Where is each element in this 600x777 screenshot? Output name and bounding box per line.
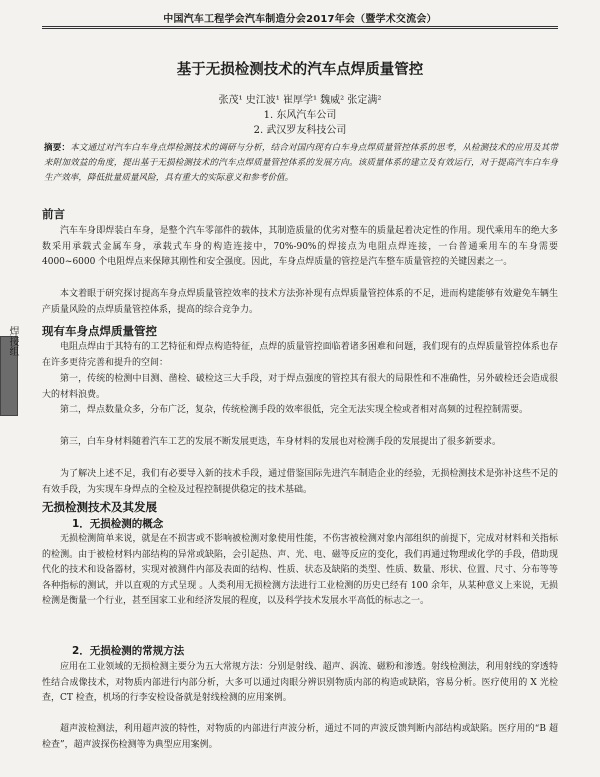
section-heading-current: 现有车身点焊质量管控 <box>42 324 157 338</box>
paper-title: 基于无损检测技术的汽车点焊质量管控 <box>176 62 424 78</box>
running-head: 中国汽车工程学会汽车制造分会2017年会（暨学术交流会） <box>163 14 437 25</box>
paragraph: 第三，白车身材料随着汽车工艺的发展不断发展更迭，车身材料的发展也对检测手段的发展提出了很多新要求。 <box>60 437 502 447</box>
paragraph: 应用在工业领域的无损检测主要分为五大常规方法：分别是射线、超声、涡流、磁粉和渗透。射线检测法，利用射线的穿透特性结合成像技术，对物质内部进行内部分析，大多可以通过肉眼分辨识别物质内部的构造或缺陷，容易分析。医疗使用的 X 光检查，CT 检查，机场的行李安检设备就是射线检测的应用案例。 <box>42 662 558 703</box>
subsection-heading-concept: 1．无损检测的概念 <box>72 518 164 530</box>
affiliation-1: 1. 东风汽车公司 <box>263 110 337 121</box>
section-heading-ndt: 无损检测技术及其发展 <box>42 500 157 514</box>
paragraph: 无损检测简单来说，就是在不损害或不影响被检测对象使用性能，不伤害被检测对象内部组织的前提下，完成对材料和关指标的检测。由于被检材料内部结构的异常或缺陷，会引起热、声、光、电、磁等反应的变化，我们再通过物理或化学的手段，借助现代化的技术和设备器材，实现对被测件内部及表面的结构、性质、状态及缺陷的类型、性质、数量、形状、位置、尺寸、分布等等各种指标的测试，并以直观的方式呈现 。人类利用无损检测方法进行工业检测的历史已经有 100 余年，从某种意义上来说，无损检测是衡量一个行业，甚至国家工业和经济发展的程度，以及科学技术发展水平高低的标志之一。 <box>42 534 558 606</box>
abstract-text: 本文通过对汽车白车身点焊检测技术的调研与分析，结合对国内现有白车身点焊质量管控体系的思考，从检测技术的应用及其带来附加效益的角度，提出基于无损检测技术的汽车点焊质量管控体系的发展方向。该质量体系的建立及有效运行，对于提高汽车白车身生产效率，降低批量质量风险，具有重大的实际意义和参考价值。 <box>44 143 558 183</box>
paragraph: 电阻点焊由于其特有的工艺特征和焊点构造特征，点焊的质量管控面临着诸多困难和问题，我们现有的点焊质量管控体系也存在许多更待完善和提升的空间： <box>42 342 558 368</box>
paragraph: 第一，传统的检测中目测、凿检、破检这三大手段，对于焊点强度的管控其有很大的局限性和不准确性，另外破检还会造成很大的材料浪费。 <box>42 374 558 400</box>
abstract <box>44 141 558 186</box>
affiliation-2: 2. 武汉罗友科技公司 <box>253 125 347 136</box>
paragraph: 本文着眼于研究探讨提高车身点焊质量管控效率的技术方法弥补现有点焊质量管控体系的不足，进而构建能够有效避免车辆生产质量风险的点焊质量管控体系，提高的综合竞争力。 <box>42 289 558 315</box>
section-heading-intro: 前言 <box>42 207 65 221</box>
subsection-heading-methods: 2．无损检测的常规方法 <box>72 645 185 657</box>
author-list: 张茂¹ 史江波¹ 崔厚学¹ 魏威² 张定满² <box>218 95 382 106</box>
paragraph: 汽车车身即焊装白车身，是整个汽车零部件的载体，其制造质量的优劣对整车的质量起着决定性的作用。现代乘用车的绝大多数采用承载式金属车身，承载式车身的构造连接中，70%-90%的焊接点为电阻点焊连接，一台普通乘用车的车身需要 4000~6000 个电阻焊点来保障其刚性和安全强度。因此，车身点焊质量的管控是汽车整车质量管控的关键因素之一。 <box>42 226 558 267</box>
paragraph: 为了解决上述不足，我们有必要导入新的技术手段，通过借鉴国际先进汽车制造企业的经验，无损检测技术是弥补这些不足的有效手段，为实现车身焊点的全检及过程控制提供稳定的技术基础。 <box>42 469 558 495</box>
abstract-label: 摘要： <box>44 143 71 153</box>
paragraph: 超声波检测法，利用超声波的特性，对物质的内部进行声波分析，通过不同的声波反馈判断内部结构或缺陷。医疗用的“B 超检查”，超声波探伤检测等为典型应用案例。 <box>42 724 558 750</box>
sidebar-tab-label: 焊接组 <box>7 326 18 356</box>
paragraph: 第二，焊点数量众多，分布广泛，复杂，传统检测手段的效率很低，完全无法实现全检或者相对高频的过程控制需要。 <box>60 405 529 415</box>
header-rule <box>42 26 558 27</box>
header-rule-thin <box>42 28 558 29</box>
